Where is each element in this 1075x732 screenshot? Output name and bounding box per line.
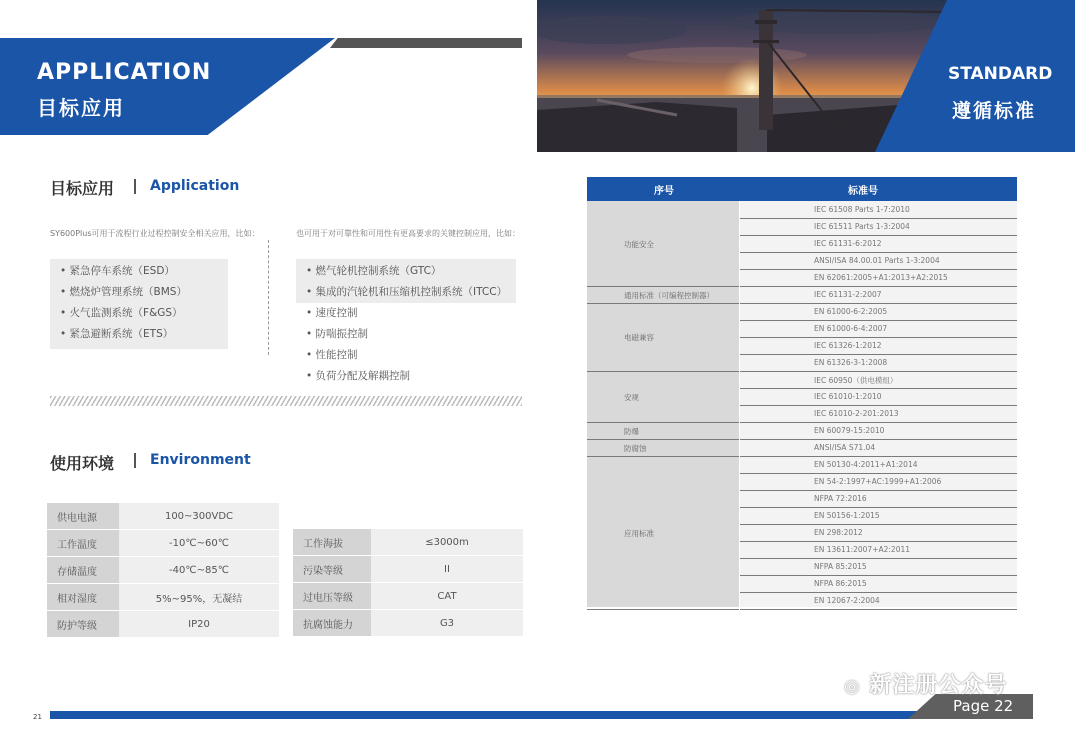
category-row-divider xyxy=(587,456,739,457)
category-row-divider xyxy=(587,303,739,304)
application-title-divider xyxy=(134,179,136,194)
standard-item: EN 298:2012 xyxy=(814,528,863,537)
standard-item: IEC 61010-2-201:2013 xyxy=(814,409,899,418)
standard-row-divider xyxy=(740,320,1017,321)
standard-category: 防腐蚀 xyxy=(624,443,647,453)
header-cn-title: 目标应用 xyxy=(37,96,125,120)
table-row: 工作海拔 ≤3000m xyxy=(293,529,523,556)
standard-item: NFPA 86:2015 xyxy=(814,579,867,588)
standard-row-divider xyxy=(740,405,1017,406)
page-number: 21 xyxy=(33,713,42,721)
application-left-intro: SY600Plus可用于流程行业过程控制安全相关应用，比如： xyxy=(50,229,260,238)
category-row-divider xyxy=(587,286,739,287)
standard-row-divider xyxy=(740,235,1017,236)
standard-item: EN 61326-3-1:2008 xyxy=(814,358,888,367)
standard-item: EN 61000-6-2:2005 xyxy=(814,307,888,316)
footer-bar xyxy=(50,711,920,719)
list-item: • 防喘振控制 xyxy=(306,328,369,340)
standard-item: IEC 60950（供电模组） xyxy=(814,376,898,385)
standard-item: IEC 61131-6:2012 xyxy=(814,239,882,248)
standard-item: EN 50156-1:2015 xyxy=(814,511,880,520)
standard-row-divider xyxy=(740,388,1017,389)
wechat-watermark: ◎ 新注册公众号 xyxy=(844,673,1008,698)
standards-table-header xyxy=(587,177,1017,201)
standard-item: IEC 61326-1:2012 xyxy=(814,341,882,350)
list-item: • 紧急停车系统（ESD） xyxy=(60,265,175,277)
environment-left-table xyxy=(47,503,279,638)
category-row-divider xyxy=(587,371,739,372)
standards-col-number: 标准号 xyxy=(848,186,878,197)
standard-row-divider xyxy=(740,422,1017,423)
standard-item: IEC 61010-1:2010 xyxy=(814,392,882,401)
list-item: • 速度控制 xyxy=(306,307,358,319)
list-item: • 负荷分配及解耦控制 xyxy=(306,370,411,382)
standard-item: NFPA 85:2015 xyxy=(814,562,867,571)
standard-item: EN 12067-2:2004 xyxy=(814,596,880,605)
standard-row-divider xyxy=(740,507,1017,508)
category-row-divider xyxy=(587,609,739,610)
standard-row-divider xyxy=(740,218,1017,219)
standard-row-divider xyxy=(740,337,1017,338)
standard-row-divider xyxy=(740,541,1017,542)
list-item: • 集成的汽轮机和压缩机控制系统（ITCC） xyxy=(306,286,508,298)
standards-col-index: 序号 xyxy=(654,186,674,197)
standard-item: IEC 61511 Parts 1-3:2004 xyxy=(814,222,910,231)
header-accent-bar xyxy=(330,38,522,48)
standard-item: NFPA 72:2016 xyxy=(814,494,867,503)
standard-row-divider xyxy=(740,490,1017,491)
application-right-intro: 也可用于对可靠性和可用性有更高要求的关键控制应用，比如： xyxy=(296,229,520,238)
standard-item: IEC 61508 Parts 1-7:2010 xyxy=(814,205,910,214)
table-row: 存储温度 -40℃~85℃ xyxy=(47,557,279,584)
table-row: 污染等级 II xyxy=(293,556,523,583)
standard-item: EN 54-2:1997+AC:1999+A1:2006 xyxy=(814,477,942,486)
table-row: 过电压等级 CAT xyxy=(293,583,523,610)
table-row: 工作温度 -10℃~60℃ xyxy=(47,530,279,557)
standard-row-divider xyxy=(740,303,1017,304)
category-row-divider xyxy=(587,439,739,440)
environment-right-table xyxy=(293,529,523,637)
standard-category: 电磁兼容 xyxy=(624,333,654,342)
standard-row-divider xyxy=(740,439,1017,440)
standard-row-divider xyxy=(740,558,1017,559)
standard-row-divider xyxy=(740,354,1017,355)
list-item: • 燃气轮机控制系统（GTC） xyxy=(306,265,442,277)
application-left-list xyxy=(60,261,187,345)
standard-row-divider xyxy=(740,371,1017,372)
standard-item: ANSI/ISA S71.04 xyxy=(814,443,876,452)
header-en-title: APPLICATION xyxy=(37,60,212,85)
wechat-icon: ◎ xyxy=(844,676,861,697)
standard-row-divider xyxy=(740,286,1017,287)
standard-item: EN 61000-6-4:2007 xyxy=(814,324,888,333)
table-row: 相对湿度 5%~95%，无凝结 xyxy=(47,584,279,611)
standard-en-title: STANDARD xyxy=(948,64,1053,84)
list-item: • 燃烧炉管理系统（BMS） xyxy=(60,286,187,298)
standard-row-divider xyxy=(740,456,1017,457)
page-label: Page 22 xyxy=(953,697,1014,715)
table-row: 供电电源 100~300VDC xyxy=(47,503,279,530)
standard-item: IEC 61131-2:2007 xyxy=(814,290,882,299)
application-title-en: Application xyxy=(150,178,240,194)
standard-row-divider xyxy=(740,269,1017,270)
standard-item: EN 60079-15:2010 xyxy=(814,426,885,435)
standard-category: 防爆 xyxy=(624,426,639,436)
environment-title-en: Environment xyxy=(150,452,251,468)
standard-row-divider xyxy=(740,252,1017,253)
application-column-divider xyxy=(268,240,269,355)
standard-category: 安规 xyxy=(624,392,639,402)
standard-item: ANSI/ISA 84.00.01 Parts 1-3:2004 xyxy=(814,256,940,265)
standard-row-divider xyxy=(740,609,1017,610)
environment-title-cn: 使用环境 xyxy=(50,454,115,473)
category-row-divider xyxy=(587,422,739,423)
standard-category: 应用标准 xyxy=(624,528,654,538)
standard-row-divider xyxy=(740,592,1017,593)
standard-category: 功能安全 xyxy=(624,239,654,249)
table-row: 抗腐蚀能力 G3 xyxy=(293,610,523,637)
application-title-cn: 目标应用 xyxy=(50,179,115,198)
standards-category-column xyxy=(587,201,739,607)
standard-row-divider xyxy=(740,524,1017,525)
section-hatch-divider xyxy=(50,396,522,406)
list-item: • 紧急避断系统（ETS） xyxy=(60,328,174,340)
list-item: • 火气监测系统（F&GS） xyxy=(60,307,183,319)
application-right-list xyxy=(306,261,507,387)
environment-title-divider xyxy=(134,453,136,468)
standard-row-divider xyxy=(740,575,1017,576)
standard-row-divider xyxy=(740,473,1017,474)
standard-item: EN 50130-4:2011+A1:2014 xyxy=(814,460,918,469)
list-item: • 性能控制 xyxy=(306,349,358,361)
standard-cn-title: 遵循标准 xyxy=(952,100,1037,122)
table-row: 防护等级 IP20 xyxy=(47,611,279,638)
standard-category: 通用标准（可编程控制器） xyxy=(624,290,714,300)
standard-item: EN 62061:2005+A1:2013+A2:2015 xyxy=(814,273,948,282)
standard-item: EN 13611:2007+A2:2011 xyxy=(814,545,911,554)
